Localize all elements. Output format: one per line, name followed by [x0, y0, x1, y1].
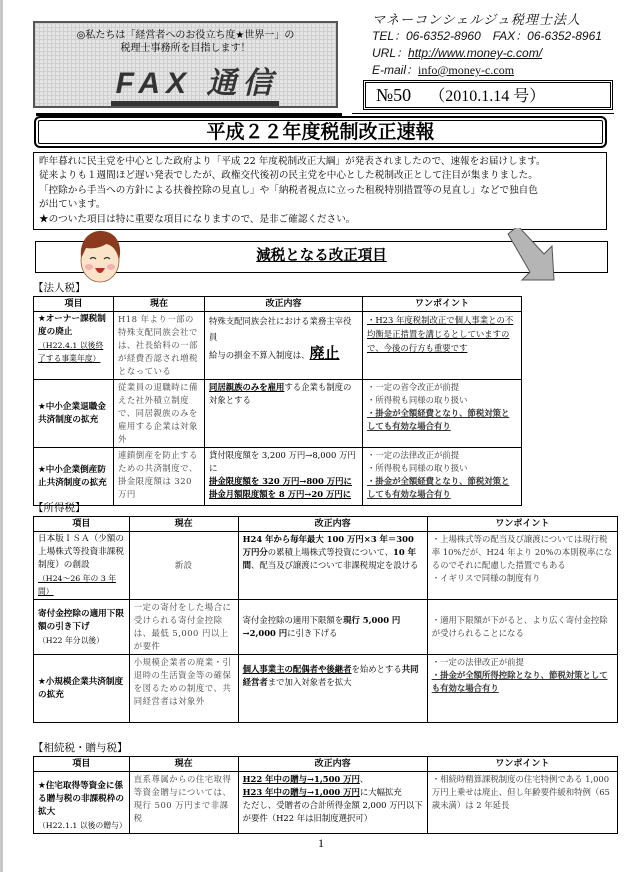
category-inheritance-gift-tax: 【相続税・贈与税】: [33, 742, 128, 754]
page-number: 1: [318, 836, 324, 850]
item-cell: ★小規模企業共済制度の拡充: [34, 655, 130, 723]
firm-info: [372, 11, 602, 79]
point-bullet: ・掛金が全額所得控除となり、節税対策としても有効な場合有り: [431, 670, 608, 693]
table-row: [34, 532, 618, 600]
item-subnote: （H22.1.1 以後の贈与）: [38, 821, 127, 830]
change-cell: [205, 380, 363, 448]
change-text: の累積上場株式等投資について、: [267, 547, 394, 557]
change-text: 寄付金控除の適用下限額を: [242, 615, 344, 625]
page-title: 平成２２年度税制改正速報: [34, 116, 607, 148]
change-text: 貸付限度額を 3,200 万円→8,000 万円に: [209, 450, 356, 473]
column-header-current: 現在: [129, 517, 238, 532]
point-bullet: ・イギリスで同様の制度有り: [431, 573, 541, 583]
firm-email-row: [372, 62, 602, 79]
point-cell: [427, 532, 617, 600]
item-subnote: （H22.4.1 以後終了する事業年度）: [38, 341, 104, 363]
point-cell: ・相続時精算課税制度の住宅特例である 1,000 万円上乗せは廃止、但し年齢要件緩和特例（65 歳未満）は 2 年延長: [427, 772, 617, 834]
change-emphasis: H22 年中の贈与→1,500 万円: [242, 774, 360, 784]
change-emphasis: 10 年間: [242, 547, 416, 570]
issue-divider: [352, 113, 614, 114]
firm-name: マネーコンシェルジュ税理士法人: [372, 12, 581, 27]
column-header-current: 現在: [114, 297, 205, 312]
table-header-row: [34, 757, 618, 772]
item-subnote: （H22 年分以後）: [38, 635, 104, 645]
change-emphasis: H24 年から毎年最大 100 万円×3 年＝300 万円分: [242, 534, 414, 557]
point-bullet: ・掛金が全額経費となり、節税対策としても有効な場合有り: [367, 476, 510, 499]
item-cell: [34, 772, 130, 834]
point-cell: [363, 380, 522, 448]
change-text: 給与の損金不算入制度は、: [209, 350, 310, 360]
email-label: E-mail：: [372, 63, 419, 77]
change-emphasis: 掛金月額限度額を 8 万円→20 万円に: [209, 489, 352, 499]
corporate-tax-table: [33, 296, 618, 506]
item-subnote: （H24～26 年の 3 年間）: [38, 574, 117, 596]
change-text: を始めとする: [351, 664, 402, 674]
column-header-current: 現在: [129, 757, 238, 772]
current-cell: 連鎖倒産を防止するための共済制度で、掛金限度額は 320 万円: [114, 448, 205, 506]
header-motto: [35, 29, 336, 55]
inheritance-tax-table: [33, 756, 618, 834]
change-text: に大幅拡充: [359, 787, 402, 797]
table-row: [34, 772, 618, 834]
change-emphasis: 掛金限度額を 320 万円→800 万円に: [209, 476, 352, 486]
item-cell: [34, 312, 114, 380]
change-cell: [205, 312, 363, 380]
firm-url-row: [372, 45, 602, 62]
table-row: [34, 655, 618, 723]
column-header-change: 改正内容: [205, 297, 363, 312]
change-cell: [238, 600, 427, 655]
point-cell: [363, 448, 522, 506]
current-cell: 一定の寄付をした場合に受けられる寄付金控除は、最低 5,000 円以上が要件: [129, 600, 238, 655]
item-title: 寄付金控除の適用下限額の引き下げ: [38, 608, 124, 632]
smiling-face-icon: [76, 228, 124, 286]
point-bullet: ・一定の法律改正が前提: [431, 657, 524, 667]
point-bullet: ・一定の法律改正が前提: [367, 450, 460, 460]
income-tax-table: [33, 516, 618, 723]
point-cell: [427, 655, 617, 723]
point-bullet: ・掛金が全額経費となり、節税対策としても有効な場合有り: [367, 408, 510, 431]
item-cell: [34, 600, 130, 655]
issue-date: （2010.1.14 号）: [429, 88, 546, 105]
table-row: [34, 448, 618, 506]
category-corporate-tax: 【法人税】: [33, 282, 86, 294]
item-cell: [34, 532, 130, 600]
down-right-arrow-icon: [500, 228, 560, 288]
point-bullet: ・上場株式等の配当及び譲渡については現行税率 10%だが、H24 年より 20%の本則税率になるのでそれに配慮した措置でもある: [431, 534, 613, 570]
column-header-item: 項目: [34, 517, 130, 532]
change-cell: [238, 532, 427, 600]
item-title: ★住宅取得等資金に係る贈与税の非課税枠の拡大: [38, 781, 124, 817]
intro-line: が出ています。: [39, 199, 106, 211]
table-header-row: [34, 517, 618, 532]
intro-text: [33, 152, 607, 230]
change-cell: [238, 772, 427, 834]
point-bullet: ・所得税も同様の取り扱い: [367, 395, 468, 405]
point-cell: ・H23 年度税制改正で個人事業との不均衡是正措置を講じるとしていますので、今後の行方も重要です: [363, 312, 522, 380]
firm-email-link[interactable]: info@money-c.com: [418, 63, 515, 77]
current-cell: 従業員の退職時に備えた社外積立制度で、同居親族のみを雇用する企業は対象外: [114, 380, 205, 448]
item-title: 日本版ＩＳＡ（少額の上場株式等投資非課税制度）の創設: [38, 534, 124, 570]
change-text: に引き下げる: [287, 628, 338, 638]
abolition-emphasis: 廃止: [309, 344, 340, 362]
change-text: 、配当及び譲渡について非課税規定を設ける: [251, 560, 419, 570]
fax-header-box: [33, 21, 338, 108]
change-emphasis: 個人事業主の配偶者や後継者: [242, 664, 352, 674]
title-underbar: [111, 101, 279, 106]
table-row: [34, 600, 618, 655]
point-bullet: ・一定の省令改正が前提: [367, 382, 460, 392]
current-cell: 新設: [129, 532, 238, 600]
change-text: 、: [359, 774, 369, 784]
change-emphasis: 同居親族のみを雇用: [209, 382, 285, 392]
section-title: 減税となる改正項目: [256, 248, 387, 264]
table-header-row: [34, 297, 618, 312]
column-header-item: 項目: [34, 757, 130, 772]
column-header-point: ワンポイント: [363, 297, 522, 312]
current-cell: H18 年より一部の特殊支配同族会社では、社長給料の一部が経費否認され増税となっている: [114, 312, 205, 380]
point-bullet: ・所得税も同様の取り扱い: [367, 463, 468, 473]
change-emphasis: 共同経営者: [242, 664, 419, 687]
column-header-point: ワンポイント: [427, 757, 617, 772]
column-header-change: 改正内容: [238, 517, 427, 532]
change-cell: [238, 655, 427, 723]
intro-line: 「控除から手当への方針による扶養控除の見直し」や「納税者視点に立った租税特別措置等の見直し」などで独自色: [39, 184, 538, 196]
table-row: [34, 380, 618, 448]
change-text: する企業も制度の対象とする: [209, 382, 352, 405]
change-cell: [205, 448, 363, 506]
item-cell: ★中小企業倒産防止共済制度の拡充: [34, 448, 114, 506]
issue-box: [363, 80, 613, 110]
current-cell: 小規模企業者の廃業・引退時の生活資金等の確保を図るための制度で、共同経営者は対象外: [129, 655, 238, 723]
intro-line: 昨年暮れに民主党を中心とした政府より「平成 22 年度税制改正大綱」が発表されましたので、速報をお届けします。: [39, 156, 546, 167]
firm-url-link[interactable]: http://www.money-c.com/: [408, 46, 543, 60]
column-header-change: 改正内容: [238, 757, 427, 772]
motto-line-1: ◎私たちは「経営者へのお役立ち度★世界一」の: [76, 30, 295, 41]
intro-line: ★のついた項目は特に重要な項目になりますので、是非ご確認ください。: [39, 213, 356, 225]
url-label: URL：: [372, 46, 409, 60]
motto-line-2: 税理士事務所を目指します！: [120, 43, 251, 54]
item-title: ★オーナー課税制度の廃止: [38, 314, 106, 337]
page-left-edge: [0, 0, 3, 872]
fax-title: FAX 通信: [115, 67, 279, 100]
firm-tel-fax: TEL：06-6352-8960 FAX：06-6352-8961: [372, 29, 602, 43]
change-emphasis: 現行 5,000 円→2,000 円: [242, 615, 401, 638]
change-text: 特殊支配同族会社における業務主宰役員: [209, 316, 352, 342]
column-header-item: 項目: [34, 297, 114, 312]
change-text: ただし、受贈者の合計所得金額 2,000 万円以下が要件（H22 年は旧制度選択可）: [242, 800, 423, 823]
item-cell: ★中小企業退職金共済制度の拡充: [34, 380, 114, 448]
intro-line: 従来よりも１週間ほど遅い発表でしたが、政権交代後初の民主党を中心とした税制改正として注目が集まりました。: [39, 170, 538, 182]
table-row: [34, 312, 618, 380]
column-header-point: ワンポイント: [427, 517, 617, 532]
point-cell: ・適用下限額が下がると、より広く寄付金控除が受けられることになる: [427, 600, 617, 655]
change-text: まで加入対象者を拡大: [267, 677, 352, 687]
current-cell: 直系尊属からの住宅取得等資金贈与については、現行 500 万円まで非課税: [129, 772, 238, 834]
issue-number: №50: [376, 85, 412, 105]
category-income-tax: 【所得税】: [33, 502, 86, 514]
change-emphasis: H23 年中の贈与→1,000 万円: [242, 787, 360, 797]
